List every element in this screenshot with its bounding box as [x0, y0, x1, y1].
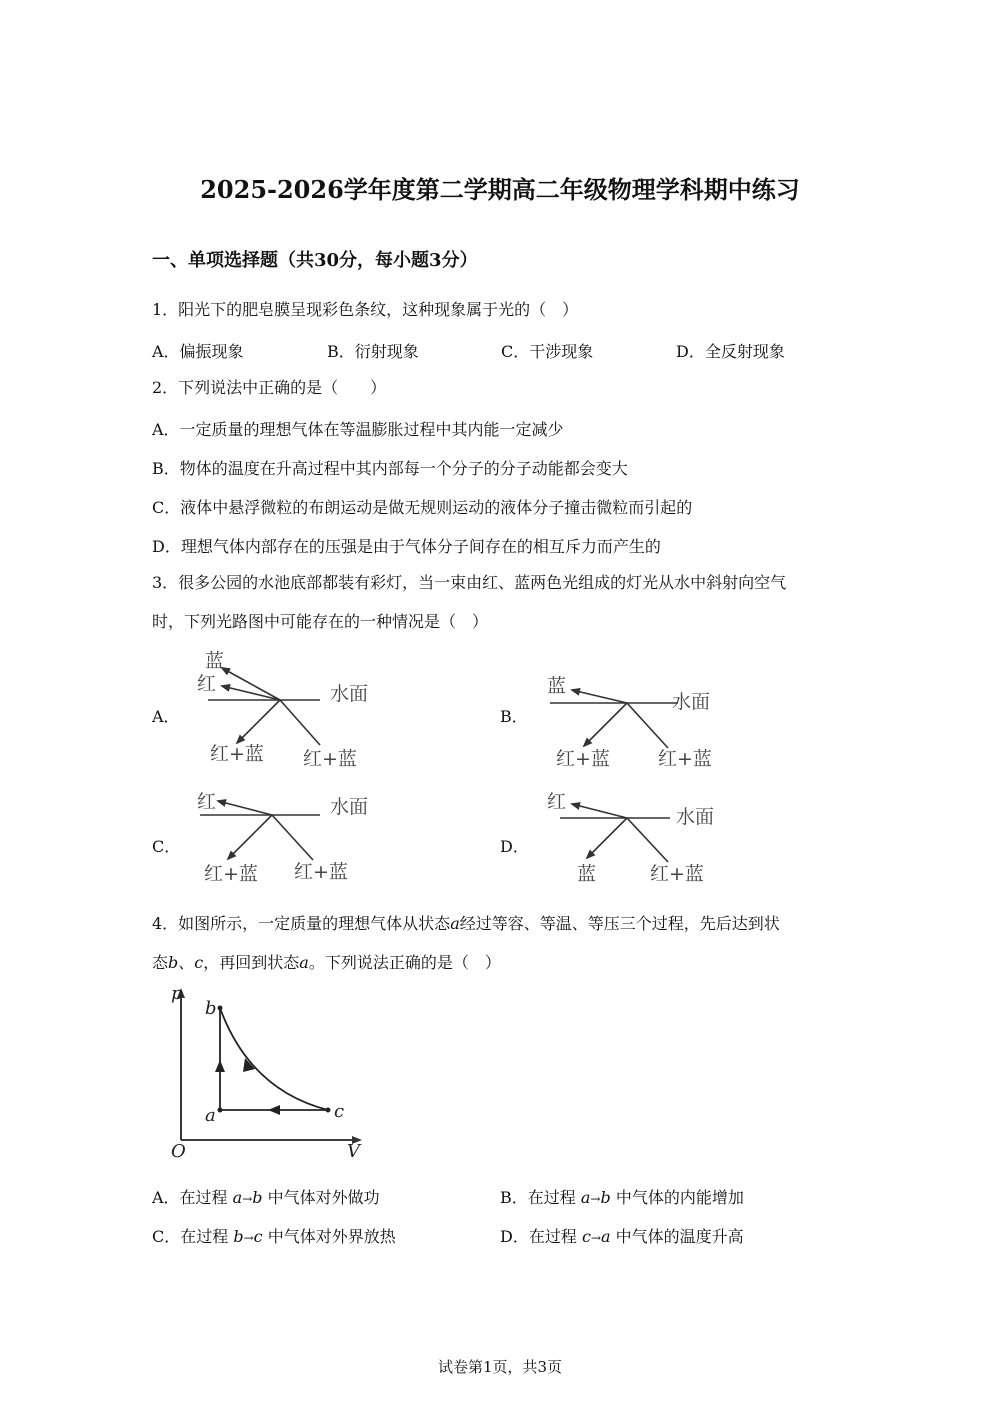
section-heading: 一、单项选择题（共30分，每小题3分）	[152, 250, 478, 271]
graph-b-label: b	[205, 998, 217, 1019]
diagram-d-red-label: 红	[547, 791, 567, 813]
incident-ray	[272, 815, 313, 860]
reflected-ray	[587, 818, 627, 858]
graph-p-label: p	[171, 983, 183, 1004]
diagram-c	[200, 801, 320, 860]
diagram-c-water-label: 水面	[330, 796, 369, 818]
blue-refracted-ray	[572, 690, 627, 703]
diagram-a	[208, 668, 320, 745]
reflected-ray	[584, 703, 627, 746]
question-4-option-d: D．在过程 c→a 中气体的温度升高	[500, 1227, 744, 1246]
question-1-stem: 1．阳光下的肥皂膜呈现彩色条纹，这种现象属于光的（ ）	[152, 300, 579, 319]
diagram-b	[550, 690, 678, 748]
question-3-option-d-label: D．	[500, 837, 529, 856]
question-2-option-b: B．物体的温度在升高过程中其内部每一个分子的分子动能都会变大	[152, 459, 628, 478]
graph-origin-label: O	[171, 1141, 186, 1162]
exam-title: 2025-2026学年度第二学期高二年级物理学科期中练习	[200, 175, 800, 204]
incident-ray	[627, 818, 668, 862]
diagram-a-incident-label: 红+蓝	[210, 743, 264, 765]
question-1-option-d: D．全反射现象	[676, 342, 785, 361]
diagram-c-incident-label: 红+蓝	[204, 863, 258, 885]
point-b	[218, 1006, 223, 1011]
point-c	[326, 1108, 331, 1113]
question-3-option-c-label: C．	[152, 837, 181, 856]
reflected-ray	[237, 700, 280, 743]
incident-ray	[280, 700, 320, 745]
incident-ray	[627, 703, 668, 748]
question-3-option-b-label: B．	[500, 707, 528, 726]
diagram-c-reflect-label: 红+蓝	[294, 861, 348, 883]
question-2-option-c: C．液体中悬浮微粒的布朗运动是做无规则运动的液体分子撞击微粒而引起的	[152, 498, 693, 517]
diagram-a-red-label: 红	[197, 673, 217, 695]
page-footer: 试卷第1页，共3页	[437, 1358, 563, 1376]
question-1-option-c: C．干涉现象	[501, 342, 594, 361]
diagram-a-water-label: 水面	[330, 683, 369, 705]
graph-a-label: a	[205, 1105, 216, 1126]
graph-c-label: c	[334, 1101, 345, 1122]
diagram-b-blue-label: 蓝	[547, 675, 567, 697]
diagram-d-water-label: 水面	[676, 806, 715, 828]
diagram-d-blue-label: 蓝	[577, 863, 597, 885]
diagram-b-reflect-label: 红+蓝	[658, 748, 712, 770]
arrow-up-marker	[215, 1060, 225, 1072]
process-b-to-c	[220, 1008, 328, 1110]
question-4-option-b: B．在过程 a→b 中气体的内能增加	[500, 1188, 744, 1207]
red-refracted-ray	[222, 686, 280, 700]
reflected-ray	[228, 815, 272, 859]
question-3-stem-line1: 3．很多公园的水池底部都装有彩灯，当一束由红、蓝两色光组成的灯光从水中斜射向空气	[152, 573, 787, 592]
diagram-a-reflect-label: 红+蓝	[303, 748, 357, 770]
red-refracted-ray	[572, 804, 627, 818]
question-2-option-a: A．一定质量的理想气体在等温膨胀过程中其内能一定减少	[152, 420, 564, 439]
diagram-b-water-label: 水面	[672, 691, 711, 713]
question-4-stem-line2: 态b、c，再回到状态a。下列说法正确的是（ ）	[152, 953, 501, 972]
question-4-stem-line1: 4．如图所示，一定质量的理想气体从状态a经过等容、等温、等压三个过程，先后达到状	[152, 914, 780, 933]
question-2-stem: 2．下列说法中正确的是（ ）	[152, 378, 387, 397]
question-3-stem-line2: 时，下列光路图中可能存在的一种情况是（ ）	[152, 612, 489, 631]
blue-refracted-ray	[222, 668, 280, 700]
question-1-option-a: A．偏振现象	[152, 342, 244, 361]
question-3-option-a-label: A．	[152, 707, 180, 726]
diagram-d	[560, 804, 670, 862]
arrow-left-marker	[268, 1105, 280, 1115]
question-4-option-c: C．在过程 b→c 中气体对外界放热	[152, 1227, 396, 1246]
graph-v-label: V	[347, 1141, 360, 1162]
diagram-a-blue-label: 蓝	[205, 650, 225, 672]
diagram-d-reflect-label: 红+蓝	[650, 863, 704, 885]
question-2-option-d: D．理想气体内部存在的压强是由于气体分子间存在的相互斥力而产生的	[152, 537, 661, 556]
diagram-c-red-label: 红	[197, 791, 217, 813]
diagram-b-incident-label: 红+蓝	[556, 748, 610, 770]
red-refracted-ray	[218, 801, 272, 815]
point-a	[218, 1108, 223, 1113]
question-4-option-a: A．在过程 a→b 中气体对外做功	[152, 1188, 380, 1207]
question-1-option-b: B．衍射现象	[327, 342, 419, 361]
